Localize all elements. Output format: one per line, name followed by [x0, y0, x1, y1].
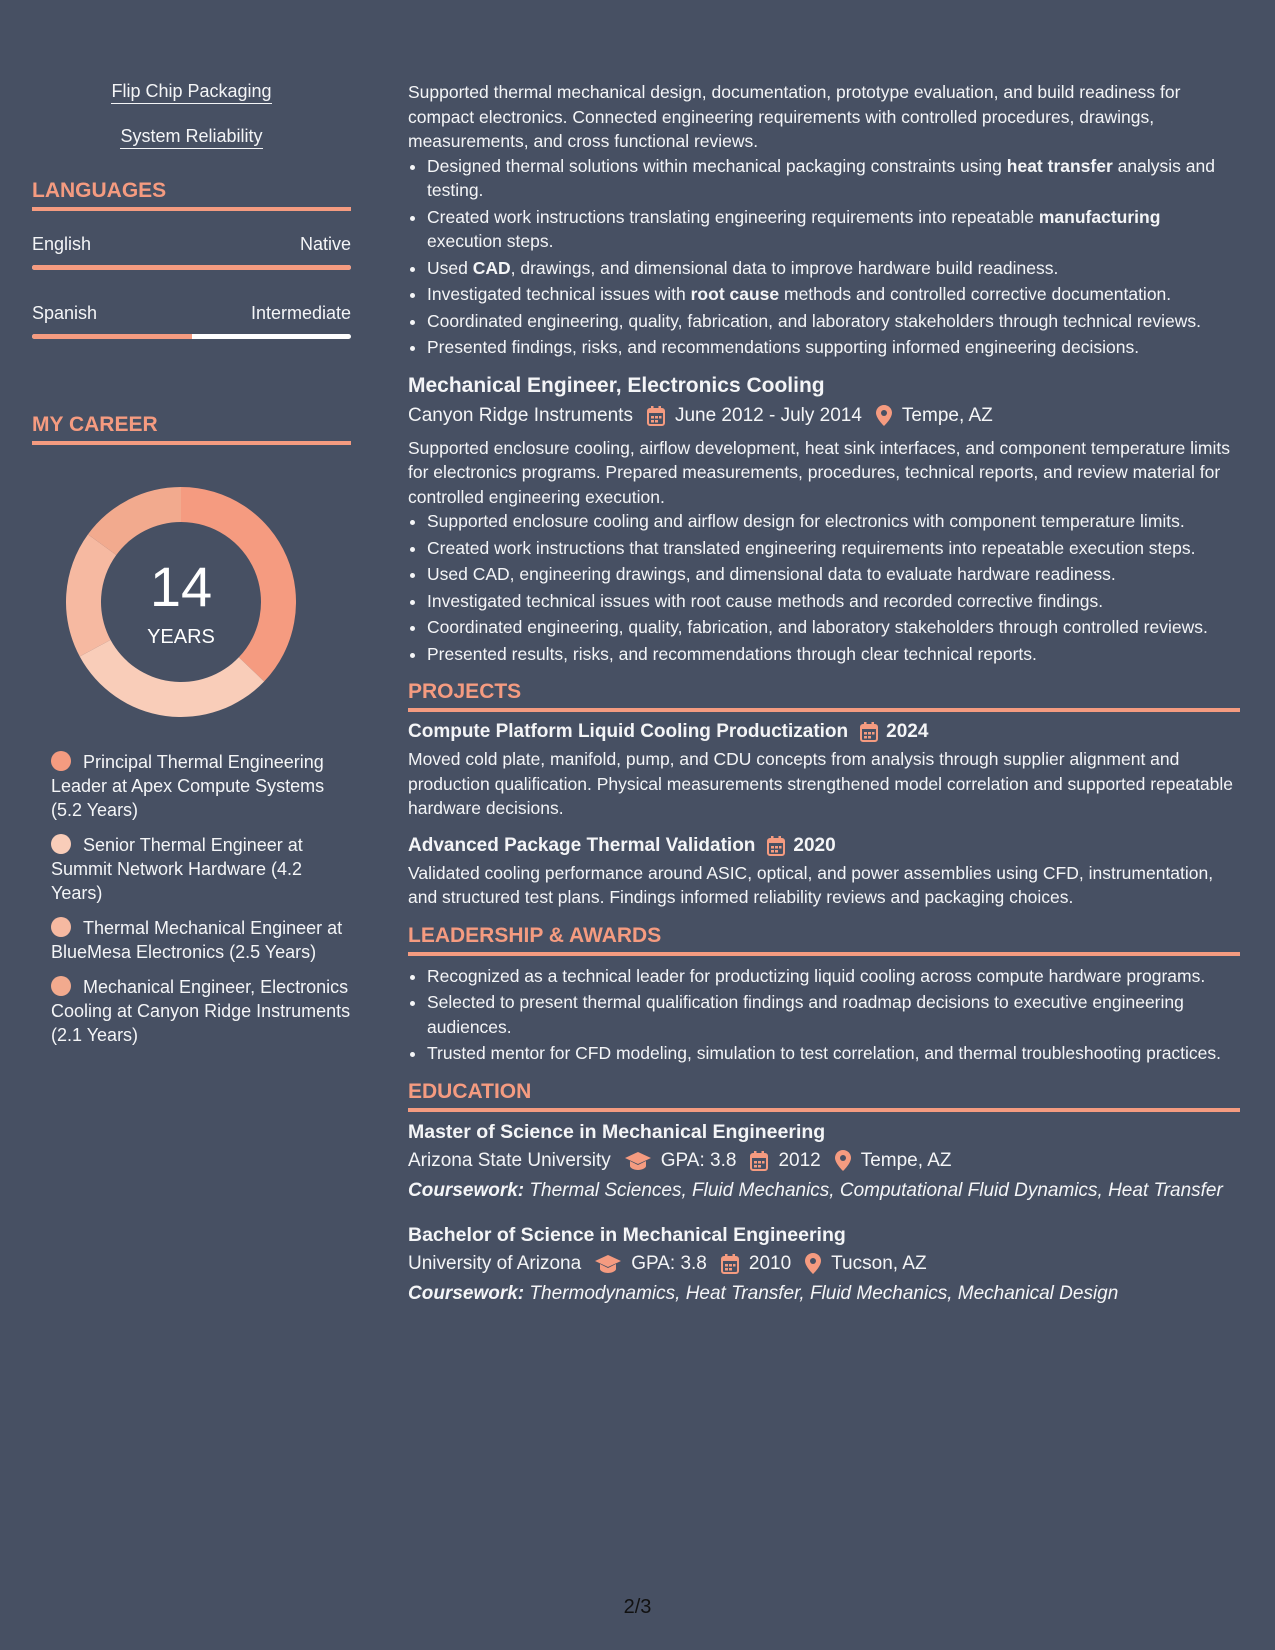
job-bullet: • Investigated technical issues with root cause methods and recorded corrective findings.: [427, 589, 1240, 614]
career-total-years: 14: [149, 555, 213, 618]
education-meta: [408, 1250, 1240, 1278]
degree-title: Master of Science in Mechanical Engineering: [408, 1120, 826, 1143]
project-description: Moved cold plate, manifold, pump, and CDU concepts from analysis through supplier alignment and production qualification. Physical measurements strengthened model correlation and supported repeatable hardware decisions.: [408, 749, 1233, 818]
graduation-cap-icon: [625, 1152, 651, 1170]
project-title: Compute Platform Liquid Cooling Productization: [408, 721, 849, 742]
school-name: University of Arizona: [408, 1252, 582, 1274]
career-donut-chart: [66, 487, 296, 717]
job-bullet: • Supported enclosure cooling and airflow design for electronics with component temperature limits.: [427, 509, 1240, 534]
language-proficiency-fill: [32, 265, 351, 270]
career-legend-item: Thermal Mechanical Engineer at BlueMesa Electronics (2.5 Years): [51, 918, 343, 962]
calendar-icon: [647, 406, 665, 426]
education-meta: [408, 1147, 1240, 1175]
job-bullet: • Designed thermal solutions within mechanical packaging constraints using heat transfer analysis and testing.: [427, 154, 1240, 203]
location-pin-icon: [835, 1150, 851, 1171]
job-summary: Supported enclosure cooling, airflow development, heat sink interfaces, and component temperature limits for electronics programs. Prepared measurements, procedures, technical reports, and review material for controlled engineering execution.: [408, 437, 1230, 507]
legend-dot-icon: [51, 976, 71, 996]
career-legend-item: Mechanical Engineer, Electronics Cooling at Canyon Ridge Instruments (2.1 Years): [51, 977, 351, 1045]
language-item: [32, 302, 351, 339]
projects-heading: PROJECTS: [408, 680, 1240, 712]
job-bullet: • Created work instructions that translated engineering requirements into repeatable execution steps.: [427, 536, 1240, 561]
language-name: Spanish: [32, 303, 98, 323]
job-bullet: • Used CAD, engineering drawings, and dimensional data to evaluate hardware readiness.: [427, 562, 1240, 587]
legend-dot-icon: [51, 751, 71, 771]
calendar-icon: [721, 1254, 739, 1274]
location-pin-icon: [805, 1253, 821, 1274]
project-year: 2024: [886, 721, 929, 742]
gpa: GPA: 3.8: [631, 1252, 707, 1274]
leadership-bullet: • Recognized as a technical leader for productizing liquid cooling across compute hardware programs.: [427, 964, 1240, 989]
calendar-icon: [750, 1151, 768, 1171]
sidebar: [32, 80, 351, 1058]
job-bullet: • Investigated technical issues with root cause methods and controlled corrective documentation.: [427, 282, 1240, 307]
calendar-icon: [767, 836, 785, 856]
graduation-year: 2010: [748, 1252, 792, 1274]
language-level: Native: [299, 234, 351, 254]
main-content: [408, 80, 1240, 1306]
career-legend: [32, 750, 351, 1047]
calendar-icon: [860, 722, 878, 742]
project-title: Advanced Package Thermal Validation: [408, 834, 756, 856]
legend-dot-icon: [51, 834, 71, 854]
project-title-row: [408, 719, 1240, 745]
job-summary: Supported thermal mechanical design, documentation, prototype evaluation, and build readiness for compact electronics. Connected engineering requirements with controlled procedures, drawings, measurements, and cross functional reviews.: [408, 82, 1181, 151]
job-title: Mechanical Engineer, Electronics Cooling: [408, 373, 825, 397]
project-year: 2020: [793, 834, 836, 856]
gpa: GPA: 3.8: [660, 1149, 737, 1171]
job-bullet: • Coordinated engineering, quality, fabrication, and laboratory stakeholders through technical reviews.: [427, 309, 1240, 334]
job-dates: June 2012 - July 2014: [674, 404, 862, 426]
graduation-year: 2012: [778, 1149, 821, 1171]
project-title-row: [408, 833, 1240, 859]
coursework: Coursework: Thermodynamics, Heat Transfer, Fluid Mechanics, Mechanical Design: [408, 1282, 1119, 1304]
skill-item[interactable]: Flip Chip Packaging: [32, 80, 351, 102]
leadership-bullet: • Selected to present thermal qualification findings and roadmap decisions to executive engineering audiences.: [427, 990, 1240, 1039]
language-level: Intermediate: [250, 303, 351, 323]
school-location: Tucson, AZ: [831, 1252, 927, 1274]
language-proficiency-fill: [32, 334, 192, 339]
language-proficiency-bar: [32, 334, 351, 339]
job-bullet: • Created work instructions translating engineering requirements into repeatable manufacturing execution steps.: [427, 205, 1240, 254]
language-name: English: [32, 234, 92, 254]
leadership-bullets: [408, 964, 1240, 1066]
career-donut-segment: [80, 640, 264, 717]
job-bullet: • Used CAD, drawings, and dimensional data to improve hardware build readiness.: [427, 256, 1240, 281]
languages-heading: LANGUAGES: [32, 179, 351, 211]
career-heading: MY CAREER: [32, 413, 351, 445]
job-meta: [408, 402, 1240, 430]
job-bullet: • Presented findings, risks, and recommendations supporting informed engineering decisions.: [427, 335, 1240, 360]
career-legend-item: Principal Thermal Engineering Leader at Apex Compute Systems (5.2 Years): [51, 752, 325, 820]
skill-item[interactable]: System Reliability: [32, 125, 351, 147]
school-location: Tempe, AZ: [860, 1149, 952, 1171]
location-pin-icon: [876, 405, 892, 426]
language-item: [32, 233, 351, 270]
job-bullets: [408, 154, 1240, 360]
job-bullets: [408, 509, 1240, 666]
job-location: Tempe, AZ: [901, 404, 993, 426]
career-years-unit: YEARS: [147, 626, 215, 648]
leadership-bullet: • Trusted mentor for CFD modeling, simulation to test correlation, and thermal troubleshooting practices.: [427, 1041, 1240, 1066]
graduation-cap-icon: [595, 1255, 621, 1273]
job-bullet: • Coordinated engineering, quality, fabrication, and laboratory stakeholders through controlled reviews.: [427, 615, 1240, 640]
leadership-heading: LEADERSHIP & AWARDS: [408, 924, 1240, 956]
job-company: Canyon Ridge Instruments: [408, 404, 633, 426]
degree-title: Bachelor of Science in Mechanical Engineering: [408, 1223, 846, 1246]
job-bullet: • Presented results, risks, and recommendations through clear technical reports.: [427, 642, 1240, 667]
page-number: 2/3: [623, 1596, 652, 1618]
school-name: Arizona State University: [408, 1149, 611, 1171]
coursework: Coursework: Thermal Sciences, Fluid Mechanics, Computational Fluid Dynamics, Heat Transfer: [408, 1179, 1223, 1201]
language-proficiency-bar: [32, 265, 351, 270]
legend-dot-icon: [51, 917, 71, 937]
career-legend-item: Senior Thermal Engineer at Summit Network Hardware (4.2 Years): [51, 835, 303, 903]
project-description: Validated cooling performance around ASIC, optical, and power assemblies using CFD, instrumentation, and structured test plans. Findings informed reliability reviews and packaging choices.: [408, 862, 1214, 907]
education-heading: EDUCATION: [408, 1080, 1240, 1112]
